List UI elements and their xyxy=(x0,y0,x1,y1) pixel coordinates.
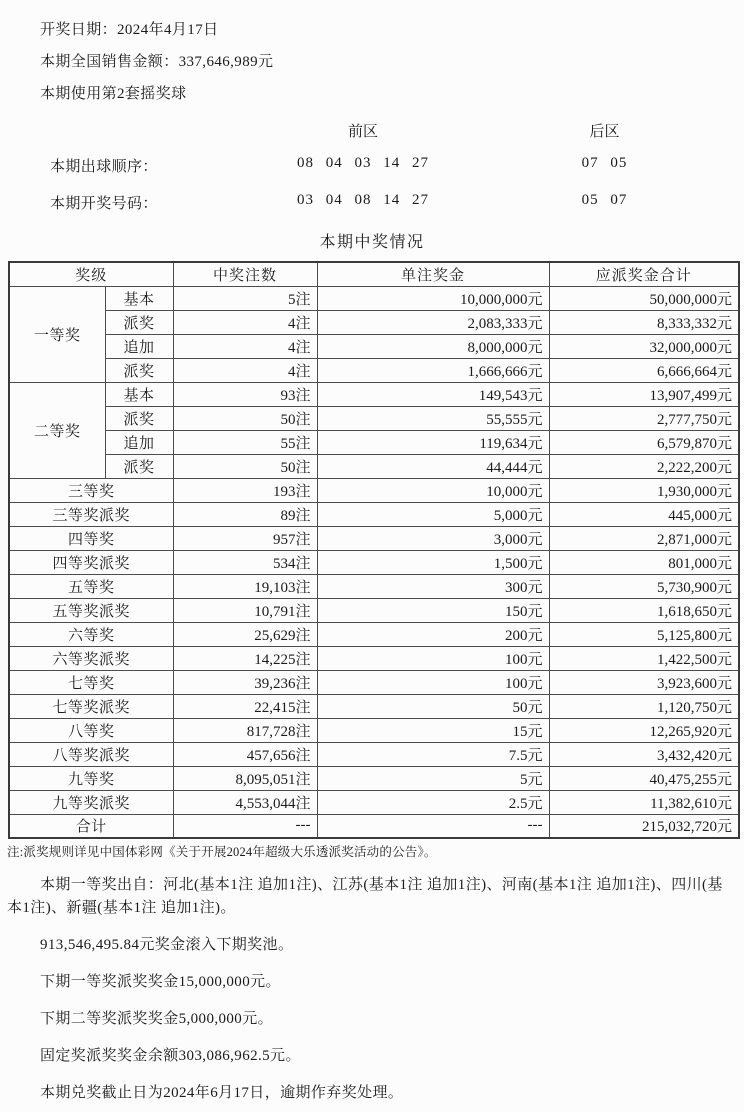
cell-total: 5,125,800元 xyxy=(549,622,739,646)
cell-count: 39,236注 xyxy=(173,670,317,694)
cell-total: 445,000元 xyxy=(549,502,739,526)
cell-count: 50注 xyxy=(173,454,317,478)
cell-total: 11,382,610元 xyxy=(549,790,739,814)
prize-row xyxy=(9,478,739,502)
cell-total: 1,422,500元 xyxy=(549,646,739,670)
cell-total: 2,222,200元 xyxy=(549,454,739,478)
cell-total: 1,930,000元 xyxy=(549,478,739,502)
cell-level: 七等奖派奖 xyxy=(9,694,173,718)
cell-prize: 119,634元 xyxy=(317,430,549,454)
sales-amount-line: 本期全国销售金额：337,646,989元 xyxy=(40,54,274,70)
prize-row xyxy=(9,766,739,790)
cell-count: 4注 xyxy=(173,334,317,358)
prize-row xyxy=(9,718,739,742)
cell-level: 四等奖派奖 xyxy=(9,550,173,574)
cell-level: 六等奖派奖 xyxy=(9,646,173,670)
cell-prize: 5元 xyxy=(317,766,549,790)
cell-count: 10,791注 xyxy=(173,598,317,622)
cell-count: 22,415注 xyxy=(173,694,317,718)
cell-prize: 7.5元 xyxy=(317,742,549,766)
cell-count: 957注 xyxy=(173,526,317,550)
prize-row xyxy=(9,526,739,550)
prize-row xyxy=(9,742,739,766)
prize-row xyxy=(9,598,739,622)
prize-row-first-bonus2 xyxy=(9,358,739,382)
prize-row-second-bonus1 xyxy=(9,406,739,430)
draw-numbers-section xyxy=(7,120,737,213)
prize-row-first-bonus1 xyxy=(9,310,739,334)
prize-row-first-addon xyxy=(9,334,739,358)
col-header-count: 中奖注数 xyxy=(173,262,317,286)
cell-prize: 44,444元 xyxy=(317,454,549,478)
cell-count: 4注 xyxy=(173,310,317,334)
draw-order-front-numbers: 08 04 03 14 27 xyxy=(297,155,429,171)
para-rollover: 913,546,495.84元奖金滚入下期奖池。 xyxy=(40,937,294,953)
para-redeem-deadline: 本期兑奖截止日为2024年6月17日，逾期作弃奖处理。 xyxy=(40,1085,404,1101)
cell-subtype: 派奖 xyxy=(105,358,173,382)
para-next-second-prize-bonus: 下期二等奖派奖奖金5,000,000元。 xyxy=(40,1011,274,1027)
prize-row xyxy=(9,502,739,526)
cell-prize: 149,543元 xyxy=(317,382,549,406)
cell-prize: 15元 xyxy=(317,718,549,742)
cell-level: 九等奖 xyxy=(9,766,173,790)
winning-numbers-row xyxy=(7,192,737,213)
winning-numbers-label: 本期开奖号码： xyxy=(50,196,158,212)
cell-prize: 8,000,000元 xyxy=(317,334,549,358)
cell-prize: 150元 xyxy=(317,598,549,622)
cell-subtype: 追加 xyxy=(105,334,173,358)
cell-total: 2,871,000元 xyxy=(549,526,739,550)
prize-row xyxy=(9,550,739,574)
cell-prize: 100元 xyxy=(317,646,549,670)
cell-level-total: 合计 xyxy=(9,814,173,838)
cell-count: 55注 xyxy=(173,430,317,454)
cell-prize: 3,000元 xyxy=(317,526,549,550)
draw-date-line: 开奖日期：2024年4月17日 xyxy=(40,22,219,38)
cell-subtype: 派奖 xyxy=(105,310,173,334)
prize-row-second-basic xyxy=(9,382,739,406)
ball-set-line: 本期使用第2套摇奖球 xyxy=(40,86,187,102)
cell-subtype: 基本 xyxy=(105,286,173,310)
prize-row xyxy=(9,622,739,646)
cell-count: 817,728注 xyxy=(173,718,317,742)
cell-prize: 5,000元 xyxy=(317,502,549,526)
cell-count: 93注 xyxy=(173,382,317,406)
col-header-level: 奖级 xyxy=(9,262,173,286)
cell-count: 4注 xyxy=(173,358,317,382)
cell-level: 三等奖 xyxy=(9,478,173,502)
cell-prize: 2,083,333元 xyxy=(317,310,549,334)
front-zone-label: 前区 xyxy=(347,124,378,140)
prize-row xyxy=(9,574,739,598)
cell-level: 六等奖 xyxy=(9,622,173,646)
cell-level: 三等奖派奖 xyxy=(9,502,173,526)
cell-prize: 1,666,666元 xyxy=(317,358,549,382)
cell-total: 13,907,499元 xyxy=(549,382,739,406)
cell-subtype: 基本 xyxy=(105,382,173,406)
cell-count: 8,095,051注 xyxy=(173,766,317,790)
note-rule: 注:派奖规则详见中国体彩网《关于开展2024年超级大乐透派奖活动的公告》。 xyxy=(7,845,437,859)
winning-back-numbers: 05 07 xyxy=(581,192,628,208)
prize-row xyxy=(9,694,739,718)
prize-row-second-bonus2 xyxy=(9,454,739,478)
para-fixed-bonus-balance: 固定奖派奖奖金余额303,086,962.5元。 xyxy=(40,1048,301,1064)
cell-count: 5注 xyxy=(173,286,317,310)
cell-count: 193注 xyxy=(173,478,317,502)
header-info xyxy=(7,20,737,104)
prize-table xyxy=(8,261,740,839)
zone-header-row xyxy=(7,120,737,141)
cell-level: 八等奖 xyxy=(9,718,173,742)
cell-total: 801,000元 xyxy=(549,550,739,574)
cell-subtype: 派奖 xyxy=(105,454,173,478)
cell-count: 25,629注 xyxy=(173,622,317,646)
winning-front-numbers: 03 04 08 14 27 xyxy=(297,192,429,208)
cell-level: 四等奖 xyxy=(9,526,173,550)
cell-total: 12,265,920元 xyxy=(549,718,739,742)
back-zone-label: 后区 xyxy=(589,124,620,140)
cell-prize: --- xyxy=(317,814,549,838)
cell-level: 九等奖派奖 xyxy=(9,790,173,814)
cell-count: 14,225注 xyxy=(173,646,317,670)
cell-total: 6,666,664元 xyxy=(549,358,739,382)
cell-subtype: 追加 xyxy=(105,430,173,454)
cell-level: 五等奖派奖 xyxy=(9,598,173,622)
cell-total: 3,923,600元 xyxy=(549,670,739,694)
total-row xyxy=(9,814,739,838)
cell-total: 8,333,332元 xyxy=(549,310,739,334)
cell-prize: 55,555元 xyxy=(317,406,549,430)
cell-prize: 1,500元 xyxy=(317,550,549,574)
cell-total: 3,432,420元 xyxy=(549,742,739,766)
draw-order-label: 本期出球顺序： xyxy=(50,159,158,175)
cell-level-second: 二等奖 xyxy=(9,382,105,478)
col-header-total: 应派奖金合计 xyxy=(549,262,739,286)
cell-subtype: 派奖 xyxy=(105,406,173,430)
cell-count: 457,656注 xyxy=(173,742,317,766)
cell-count: 50注 xyxy=(173,406,317,430)
cell-prize: 300元 xyxy=(317,574,549,598)
prize-row xyxy=(9,670,739,694)
prize-row-second-addon xyxy=(9,430,739,454)
para-next-first-prize-bonus: 下期一等奖派奖奖金15,000,000元。 xyxy=(40,974,281,990)
prize-row xyxy=(9,646,739,670)
cell-total: 6,579,870元 xyxy=(549,430,739,454)
prize-table-title: 本期中奖情况 xyxy=(319,234,425,251)
cell-total: 50,000,000元 xyxy=(549,286,739,310)
cell-total: 2,777,750元 xyxy=(549,406,739,430)
cell-total: 40,475,255元 xyxy=(549,766,739,790)
cell-prize: 100元 xyxy=(317,670,549,694)
draw-order-back-numbers: 07 05 xyxy=(581,155,628,171)
cell-prize: 10,000,000元 xyxy=(317,286,549,310)
cell-count: 19,103注 xyxy=(173,574,317,598)
cell-level: 五等奖 xyxy=(9,574,173,598)
cell-level: 七等奖 xyxy=(9,670,173,694)
cell-prize: 200元 xyxy=(317,622,549,646)
cell-total: 1,120,750元 xyxy=(549,694,739,718)
draw-order-row xyxy=(7,155,737,176)
cell-count: 89注 xyxy=(173,502,317,526)
cell-prize: 2.5元 xyxy=(317,790,549,814)
cell-prize: 10,000元 xyxy=(317,478,549,502)
cell-count: 4,553,044注 xyxy=(173,790,317,814)
prize-table-header-row xyxy=(9,262,739,286)
cell-total: 32,000,000元 xyxy=(549,334,739,358)
zone-header-spacer xyxy=(7,120,229,141)
prize-row-first-basic xyxy=(9,286,739,310)
cell-count: 534注 xyxy=(173,550,317,574)
col-header-prize: 单注奖金 xyxy=(317,262,549,286)
cell-prize: 50元 xyxy=(317,694,549,718)
cell-total: 5,730,900元 xyxy=(549,574,739,598)
cell-level: 八等奖派奖 xyxy=(9,742,173,766)
para-first-prize-source: 本期一等奖出自：河北(基本1注 追加1注)、江苏(基本1注 追加1注)、河南(基本1注 追加1注)、四川(基本1注)、新疆(基本1注 追加1注)。 xyxy=(7,877,723,916)
cell-level-first: 一等奖 xyxy=(9,286,105,382)
cell-total: 1,618,650元 xyxy=(549,598,739,622)
prize-row xyxy=(9,790,739,814)
cell-count: --- xyxy=(173,814,317,838)
cell-total: 215,032,720元 xyxy=(549,814,739,838)
